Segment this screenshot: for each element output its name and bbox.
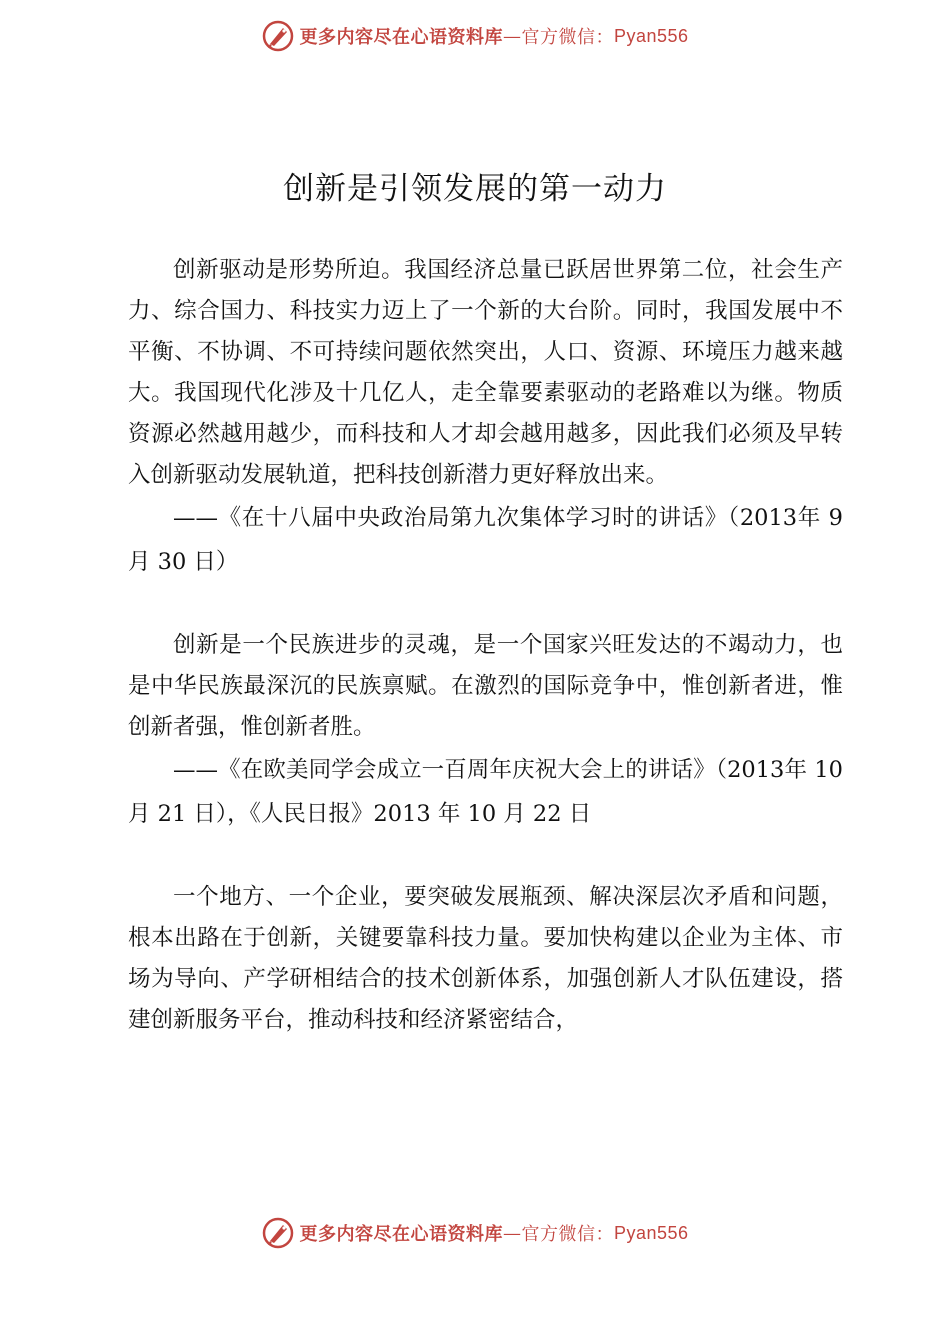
header-watermark-banner [0,14,950,58]
source-citation-1: ——《在十八届中央政治局第九次集体学习时的讲话》（2013年 9 月 30 日） [128,505,843,575]
wechat-label: 官方微信： [521,27,614,48]
document-body [128,250,843,1041]
source-citation-2: ——《在欧美同学会成立一百周年庆祝大会上的讲话》（2013年 10 月 21 日），《人民日报》2013 年 10 月 22 日 [128,757,843,827]
pen-nib-logo-icon [261,19,295,53]
wechat-label: 官方微信： [521,1224,614,1245]
footer-watermark-banner [0,1211,950,1255]
site-name-text: 更多内容尽在心语资料库 [299,1224,503,1245]
pen-nib-logo-icon [261,1216,295,1250]
site-name-text: 更多内容尽在心语资料库 [299,27,503,48]
paragraph-gap [128,836,843,877]
wechat-id: Pyan556 [613,1222,689,1243]
document-title: 创新是引领发展的第一动力 [283,171,667,207]
wechat-id: Pyan556 [613,25,689,46]
paragraph-gap [128,584,843,625]
paragraph-3: 一个地方、一个企业，要突破发展瓶颈、解决深层次矛盾和问题，根本出路在于创新，关键要靠科技力量。要加快构建以企业为主体、市场为导向、产学研相结合的技术创新体系，加强创新人才队伍建设，搭建创新服务平台，推动科技和经济紧密结合， [128,884,843,1033]
paragraph-2: 创新是一个民族进步的灵魂，是一个国家兴旺发达的不竭动力，也是中华民族最深沉的民族禀赋。在激烈的国际竞争中，惟创新者进，惟创新者强，惟创新者胜。 [128,632,843,740]
banner-separator: — [502,1222,522,1244]
banner-separator: — [502,25,522,47]
paragraph-1: 创新驱动是形势所迫。我国经济总量已跃居世界第二位，社会生产力、综合国力、科技实力迈上了一个新的大台阶。同时，我国发展中不平衡、不协调、不可持续问题依然突出，人口、资源、环境压力越来越大。我国现代化涉及十几亿人，走全靠要素驱动的老路难以为继。物质资源必然越用越少，而科技和人才却会越用越多，因此我们必须及早转入创新驱动发展轨道，把科技创新潜力更好释放出来。 [128,257,843,488]
